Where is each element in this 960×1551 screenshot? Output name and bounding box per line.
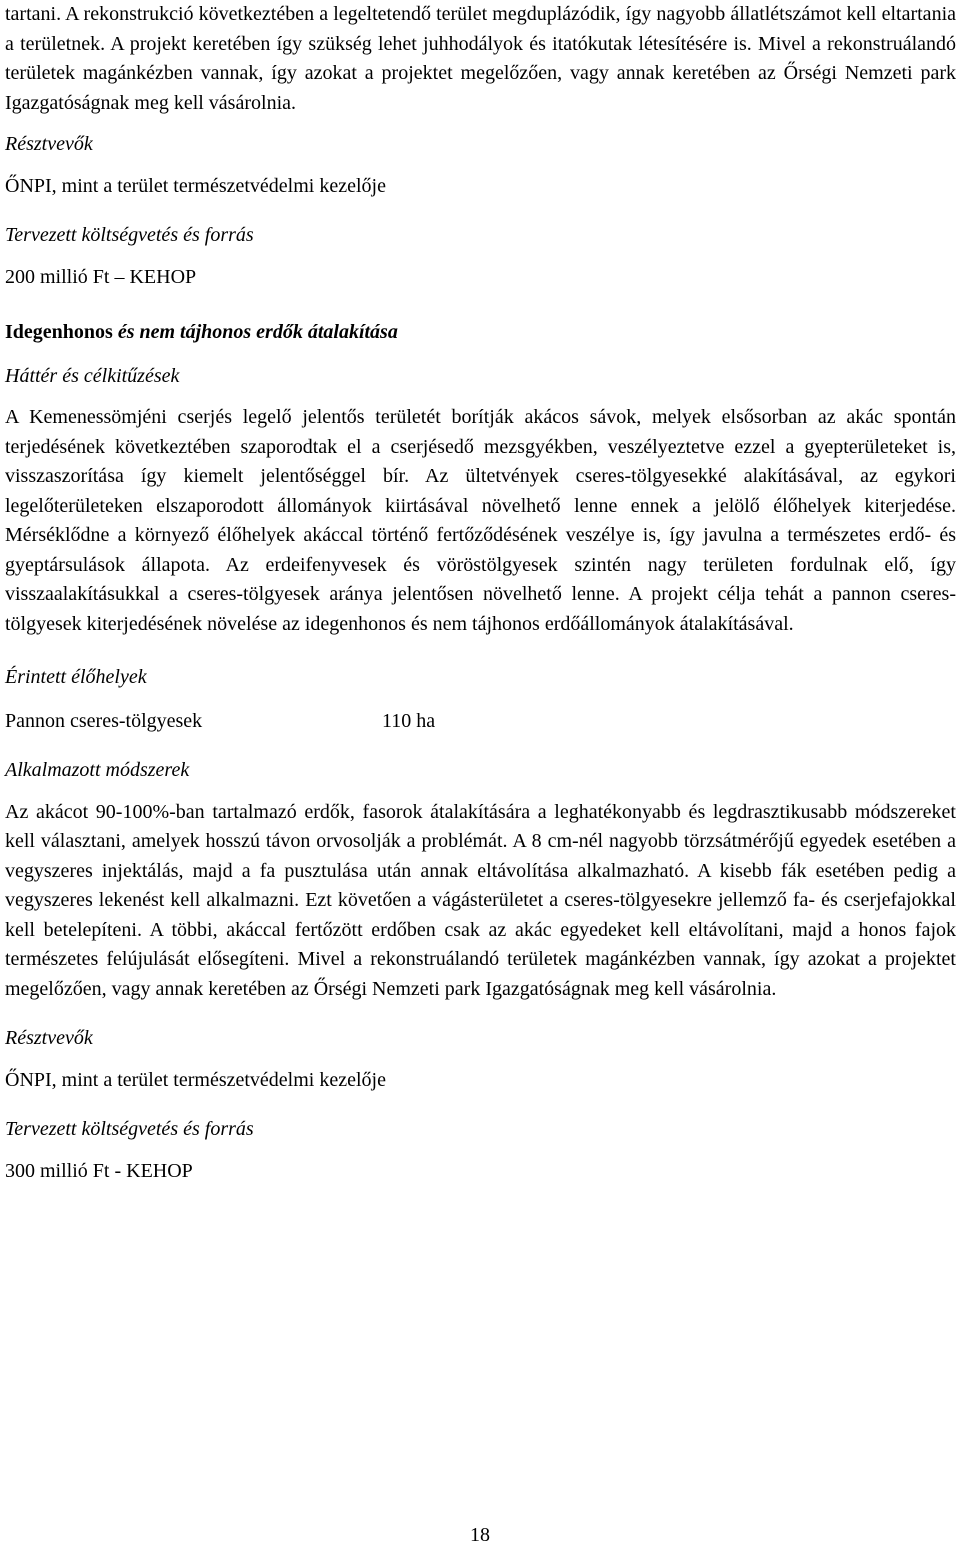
habitat-row (5, 707, 956, 737)
budget-text-1: 200 millió Ft – KEHOP (5, 265, 197, 288)
budget-text-2: 300 millió Ft - KEHOP (5, 1159, 193, 1182)
habitat-area: 110 ha (382, 709, 436, 732)
methods-heading: Alkalmazott módszerek (5, 759, 190, 781)
budget-heading-1: Tervezett költségvetés és forrás (5, 224, 254, 246)
intro-paragraph: tartani. A rekonstrukció következtében a legeltetendő terület megduplázódik, így nagyobb állatlétszámot kell eltartania a területnek. A projekt keretében így szükség lehet juhhodályok és itatókutak létesítésére is. Mivel a rekonstruálandó területek magánkézben vannak, így azokat a projektet megelőzően, vagy annak keretében az Őrségi Nemzeti park Igazgatóságnak meg kell vásárolnia. (5, 3, 956, 114)
background-heading: Háttér és célkitűzések (5, 364, 180, 387)
document-page (5, 0, 956, 1186)
background-text: A Kemenessömjéni cserjés legelő jelentős területét borítják akácos sávok, melyek elsősorban az akác spontán terjedésének következtében szaporodtak el a cserjésedő mezsgyékben, veszélyeztetve ezzel a gyepterületeket is, visszaszorítása így kiemelt jelentőséggel bír. Az ültetvények cseres-tölgyesekké alakításával, az egykori legelőterületeken elszaporodott állományok kiirtásával növelhető lenne ennek a jelölő élőhelyek kiterjedése. Mérséklődne a környező élőhelyek akáccal történő fertőződésének veszélye is, így javulna a természetes erdő- és gyeptársulások állapota. Az erdeifenyvesek és vöröstölgyesek szintén nagy területen fordulnak elő, így visszaalakításukkal a cseres-tölgyesek aránya jelentősen növelhető lenne. A projekt célja tehát a pannon cseres-tölgyesek kiterjedésének növelése az idegenhonos és nem tájhonos erdőállományok átalakításával. (5, 406, 956, 635)
section-title-bold: Idegenhonos (5, 321, 118, 343)
participants-heading-1: Résztvevők (5, 133, 93, 155)
participants-text-1: ŐNPI, mint a terület természetvédelmi kezelője (5, 174, 386, 197)
participants-text-2: ŐNPI, mint a terület természetvédelmi kezelője (5, 1068, 386, 1091)
budget-heading-2: Tervezett költségvetés és forrás (5, 1118, 254, 1140)
section-title-italic: és nem tájhonos erdők átalakítása (117, 321, 398, 343)
methods-text: Az akácot 90-100%-ban tartalmazó erdők, fasorok átalakítására a leghatékonyabb és legdrasztikusabb módszereket kell választani, amelyek hosszú távon orvosolják a problémát. A 8 cm-nél nagyobb törzsátmérőjű egyedek esetében a vegyszeres injektálás, majd a fa pusztulása után annak eltávolítása alkalmazható. A kisebb fák esetében pedig a vegyszeres lekenést kell alkalmazni. Ezt követően a vágásterületet a cseres-tölgyesekre jellemző fa- és cserjefajokkal kell betelepíteni. A többi, akáccal fertőzött erdőben csak az akác egyedeket kell eltávolítani, majd a honos fajok természetes felújulását elősegíteni. Mivel a rekonstruálandó területek magánkézben vannak, így azokat a projektet megelőzően, vagy annak keretében az Őrségi Nemzeti park Igazgatóságnak meg kell vásárolnia. (5, 800, 956, 1000)
habitat-name: Pannon cseres-tölgyesek (5, 709, 203, 732)
habitats-heading: Érintett élőhelyek (5, 666, 147, 688)
section-title (5, 318, 956, 348)
participants-heading-2: Résztvevők (5, 1027, 93, 1049)
page-number: 18 (470, 1524, 490, 1546)
